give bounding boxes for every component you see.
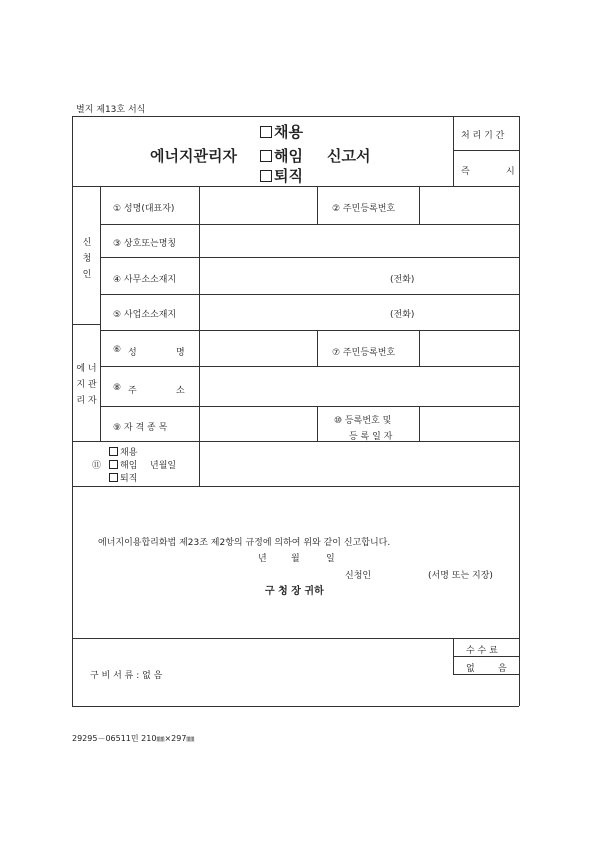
applicant-section-label: 신 청 인 [82,238,92,280]
applicant-office-label: ④ 사무소소재지 [113,275,177,285]
checkbox-icon [260,150,272,162]
declaration-recipient: 구 청 장 귀하 [265,586,324,597]
manager-rrn-field[interactable] [421,332,517,364]
frame-right [519,116,520,706]
declaration-month: 월 [291,554,300,564]
option-dismiss[interactable]: 해임 [260,145,303,166]
manager-address-field[interactable] [201,368,517,404]
manager-name-field[interactable] [201,332,315,364]
fee-value-a: 없 [466,664,475,674]
frame-bottom [72,706,519,707]
manager-name-num: ⑥ [113,345,122,355]
declaration-sign-label: (서명 또는 지장) [428,571,493,581]
manager-registration-label-2: 등 록 일 자 [349,432,393,442]
form-number-label: 별지 제13호 서식 [76,105,146,115]
process-value-2: 시 [506,167,515,177]
change-option-retire[interactable]: 퇴직 [109,471,137,484]
title-prefix: 에너지관리자 [150,147,237,165]
applicant-name-field[interactable] [201,188,315,222]
change-option-hire[interactable]: 채용 [109,445,137,458]
applicant-company-field[interactable] [201,226,517,255]
manager-qualification-label: ⑨ 자 격 종 목 [113,423,168,433]
manager-registration-field[interactable] [421,408,517,440]
frame-left [72,116,73,706]
declaration-applicant-label: 신청인 [345,571,372,581]
applicant-office-field[interactable] [201,259,517,292]
change-date-field[interactable] [201,443,517,484]
frame-top [72,116,519,117]
manager-registration-label-1: ⑩ 등록번호 및 [334,416,392,426]
change-option-dismiss[interactable]: 해임 [109,458,137,471]
applicant-rrn-field[interactable] [421,188,517,222]
checkbox-icon [260,170,272,182]
checkbox-icon [109,473,118,482]
title-suffix: 신고서 [327,147,371,165]
form-footer-code: 29295－06511민 210㎜×297㎜ [72,734,195,743]
manager-name-label-b: 명 [176,348,185,358]
option-hire[interactable]: 채용 [260,121,303,142]
checkbox-icon [109,447,118,456]
applicant-company-label: ③ 상호또는명칭 [113,239,177,249]
applicant-site-field[interactable] [201,296,517,328]
checkbox-icon [109,460,118,469]
manager-address-label-a: 주 [128,386,137,396]
signature-field[interactable] [375,565,425,579]
declaration-statement: 에너지이용합리화법 제23조 제2항의 규정에 의하여 위와 같이 신고합니다. [98,538,391,548]
checkbox-icon [260,126,272,138]
applicant-site-phone: (전화) [390,310,415,320]
manager-qualification-field[interactable] [201,408,315,440]
change-date-label: 년월일 [150,461,177,471]
manager-section-label: 에 너 지 관 리 자 [76,364,97,406]
applicant-site-label: ⑤ 사업소소재지 [113,310,177,320]
process-value-1: 즉 [461,167,470,177]
manager-address-label-b: 소 [176,386,185,396]
process-period-label: 처 리 기 간 [461,131,505,141]
change-num: ⑪ [92,461,102,471]
applicant-office-phone: (전화) [390,275,415,285]
manager-name-label-a: 성 [128,348,137,358]
manager-address-num: ⑧ [113,383,122,393]
required-documents: 구 비 서 류 : 없 음 [90,671,163,681]
option-retire[interactable]: 퇴직 [260,165,303,186]
fee-label: 수 수 료 [466,646,498,656]
declaration-year: 년 [258,554,267,564]
applicant-name-label: ① 성명(대표자) [113,204,175,214]
applicant-rrn-label: ② 주민등록번호 [332,204,396,214]
declaration-day: 일 [326,554,335,564]
manager-rrn-label: ⑦ 주민등록번호 [332,348,396,358]
fee-value-b: 음 [498,664,507,674]
